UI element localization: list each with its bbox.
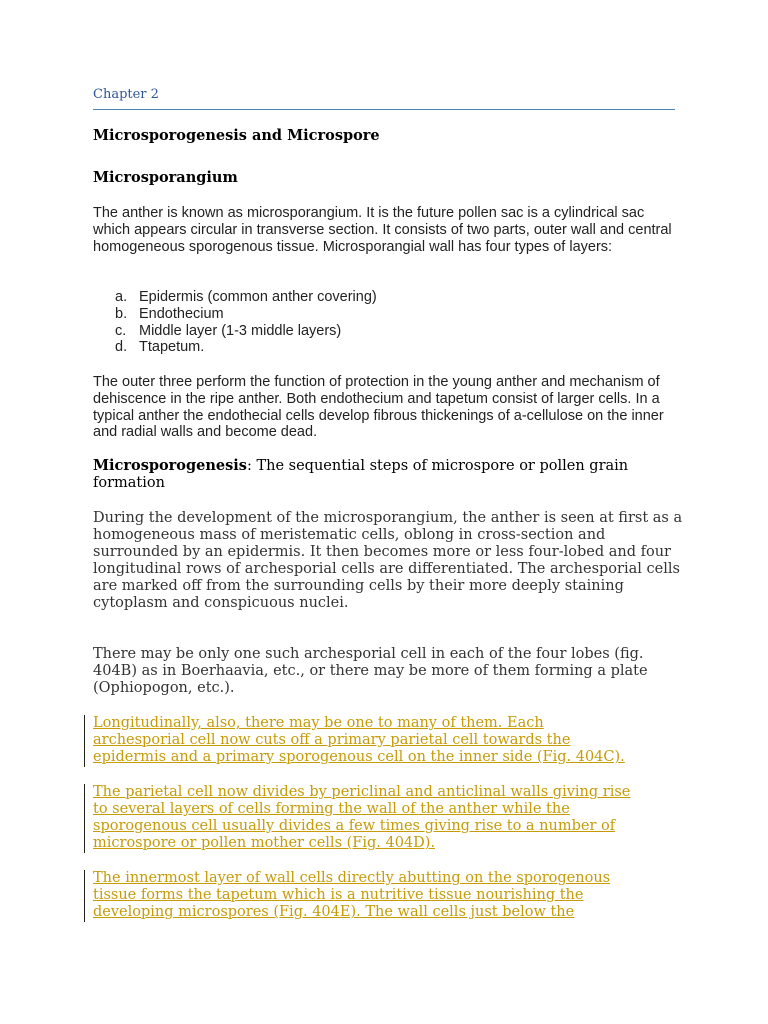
chapter-title: Microsporogenesis and Microspore (93, 127, 380, 144)
list-item (93, 289, 377, 306)
chapter-label: Chapter 2 (93, 87, 159, 102)
development-paragraph: During the development of the microsporangium, the anther is seen at first as a homogeneous mass of meristematic cells, oblong in cross-section and surrounded by an epidermis. It then becomes more or less four-lobed and four longitudinal rows of archesporial cells are differentiated. The archesporial cells are marked off from the surrounding cells by their more deeply staining cytoplasm and conspicuous nuclei. (93, 510, 683, 611)
tracked-line: to several layers of cells forming the wall of the anther while the (93, 801, 570, 817)
tracked-line: epidermis and a primary sporogenous cell on the inner side (Fig. 404C). (93, 749, 625, 765)
tracked-line: tissue forms the tapetum which is a nutritive tissue nourishing the (93, 887, 584, 903)
tracked-line: sporogenous cell usually divides a few times giving rise to a number of (93, 818, 616, 834)
change-bar (84, 870, 85, 922)
intro-paragraph: The anther is known as microsporangium. It is the future pollen sac is a cylindrical sac which appears circular in transverse section. It consists of two parts, outer wall and central homogeneous sporogenous tissue. Microsporangial wall has four types of layers: (93, 205, 672, 255)
list-marker: b. (115, 305, 128, 322)
tracked-line: The parietal cell now divides by periclinal and anticlinal walls giving rise (93, 784, 631, 800)
layer-list (93, 289, 377, 356)
list-item (93, 323, 377, 340)
list-marker: d. (115, 339, 128, 356)
change-bar (84, 715, 85, 767)
tracked-line: The innermost layer of wall cells directly abutting on the sporogenous (93, 870, 611, 886)
tracked-line: microspore or pollen mother cells (Fig. 404D). (93, 835, 436, 851)
microsporogenesis-definition (93, 458, 683, 492)
list-item (93, 306, 377, 323)
list-item-text: Epidermis (common anther covering) (139, 289, 377, 305)
tracked-insert-paragraph[interactable] (93, 715, 693, 766)
tracked-insert-paragraph[interactable] (93, 784, 693, 852)
tracked-line: developing microspores (Fig. 404E). The wall cells just below the (93, 904, 575, 920)
definition-term: Microsporogenesis (93, 457, 247, 474)
list-item-text: Middle layer (1-3 middle layers) (139, 322, 342, 339)
list-item-text: Ttapetum. (139, 339, 205, 356)
tracked-line: archesporial cell now cuts off a primary parietal cell towards the (93, 732, 571, 748)
change-bar (84, 784, 85, 853)
definition-text: : The sequential steps of microspore or pollen grain formation (93, 458, 629, 491)
list-item (93, 339, 377, 356)
list-marker: a. (115, 289, 128, 305)
chapter-divider (93, 109, 675, 110)
section-heading: Microsporangium (93, 169, 238, 186)
list-item-text: Endothecium (139, 305, 224, 322)
tracked-line: Longitudinally, also, there may be one to many of them. Each (93, 715, 544, 731)
list-marker: c. (115, 322, 127, 339)
function-paragraph: The outer three perform the function of protection in the young anther and mechanism of dehiscence in the ripe anther. Both endothecium and tapetum consist of larger cells. In a typical anther the endothecial cells develop fibrous thickenings of a-cellulose on the inner and radial walls and become dead. (93, 374, 664, 441)
tracked-insert-paragraph[interactable] (93, 870, 693, 921)
archesporial-paragraph: There may be only one such archesporial cell in each of the four lobes (fig. 404B) as in Boerhaavia, etc., or there may be more of them forming a plate (Ophiopogon, etc.). (93, 646, 648, 696)
